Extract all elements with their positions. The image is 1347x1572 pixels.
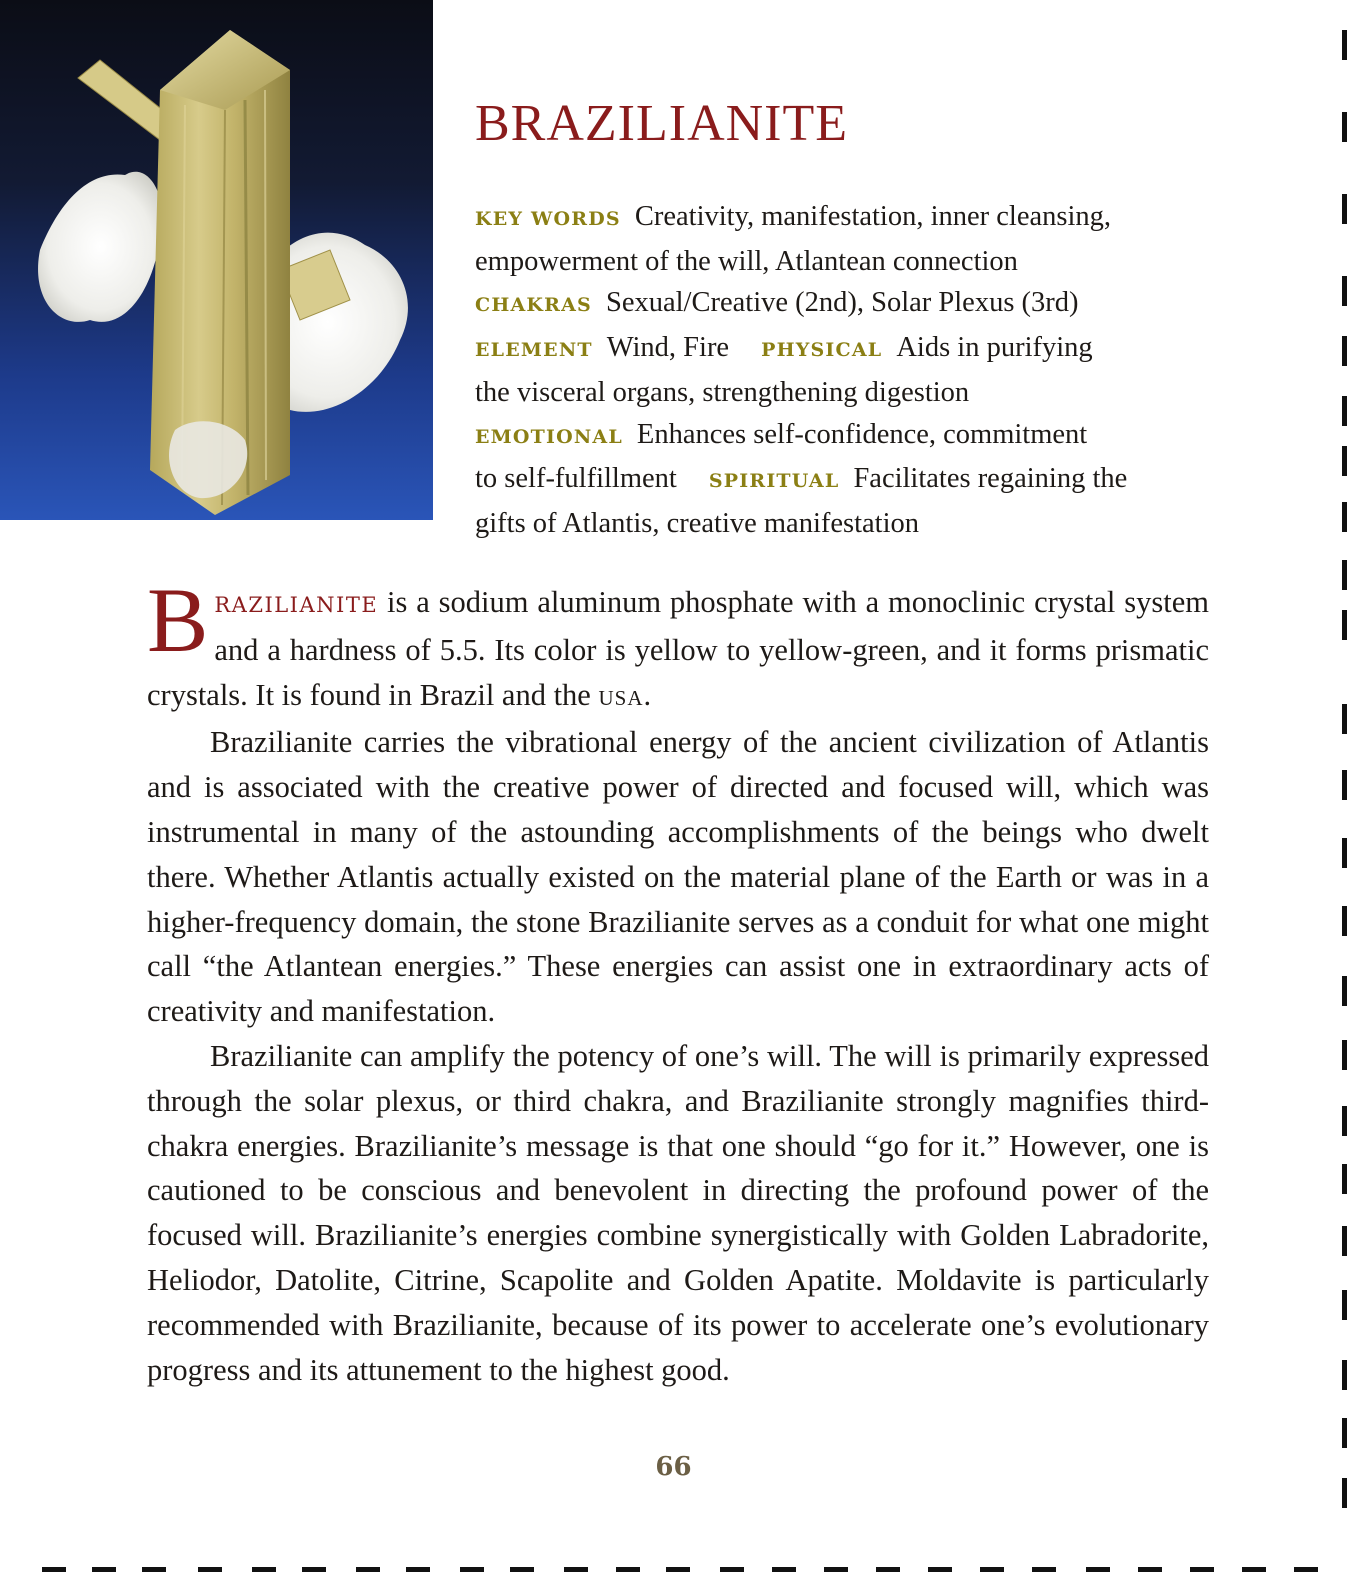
paragraph-1-text-a: is a sodium aluminum phosphate with a monoclinic crystal system and a hardness of 5.5. Its color is yellow to yellow-green, and it forms prismatic crystals. It is found in Brazil and the	[147, 585, 1209, 712]
page-number: 66	[655, 1452, 692, 1482]
chakras-line	[475, 282, 1215, 327]
physical-text-2: the visceral organs, strengthening digestion	[475, 376, 970, 408]
mineral-title: BRAZILIANITE	[475, 95, 849, 152]
brazilianite-photo	[0, 0, 433, 520]
emotional-label: EMOTIONAL	[475, 425, 623, 448]
physical-text: Aids in purifying	[896, 332, 1093, 364]
spiritual-line-2	[475, 503, 1215, 545]
key-words-line	[475, 196, 1215, 241]
drop-cap: B	[147, 569, 209, 671]
attribute-block	[475, 196, 1215, 545]
emotional-line	[475, 414, 1215, 459]
paragraph-2: Brazilianite carries the vibrational energy of the ancient civilization of Atlantis and is associated with the creative power of directed and focused will, which was instrumental in many of the astounding accomplishments of the beings who dwelt there. Whether Atlantis actually existed on the material plane of the Earth or was in a higher-frequency domain, the stone Brazilianite serves as a conduit for what one might call “the Atlantean energies.” These energies can assist one in extraordinary acts of creativity and manifestation.	[147, 725, 1209, 1029]
usa-abbreviation: USA	[598, 685, 644, 710]
lead-in-word: RAZILIANITE	[214, 593, 379, 617]
physical-label: PHYSICAL	[761, 339, 883, 362]
key-words-label: KEY WORDS	[475, 208, 621, 230]
element-text: Wind, Fire	[606, 332, 730, 364]
bottom-edge-marks	[0, 1566, 1347, 1572]
key-words-line-2	[475, 241, 1215, 283]
emotional-text-2: to self-fulfillment	[475, 463, 677, 495]
physical-line-2	[475, 372, 1215, 414]
paragraph-1	[147, 569, 1209, 720]
spiritual-text-2: gifts of Atlantis, creative manifestation	[475, 507, 920, 539]
key-words-text: Creativity, manifestation, inner cleansing,	[634, 201, 1112, 232]
spiritual-label: SPIRITUAL	[708, 470, 840, 493]
spiritual-text: Facilitates regaining the	[853, 463, 1128, 495]
paragraph-1-text-b: .	[643, 677, 652, 712]
element-label: ELEMENT	[475, 339, 593, 362]
emotional-text: Enhances self-confidence, commitment	[636, 418, 1088, 450]
paragraph-3: Brazilianite can amplify the potency of one’s will. The will is primarily expressed through the solar plexus, or third chakra, and Brazilianite strongly magnifies third-chakra energies. Brazilianite’s message is that one should “go for it.” However, one is cautioned to be conscious and benevolent in directing the profound power of the focused will. Brazilianite’s energies combine synergistically with Golden Labradorite, Heliodor, Datolite, Citrine, Scapolite and Golden Apatite. Moldavite is particularly recommended with Brazilianite, because of its power to accelerate one’s evolutionary progress and its attunement to the highest good.	[147, 1038, 1209, 1387]
element-physical-line	[475, 327, 1215, 372]
crystal-illustration	[0, 0, 433, 520]
body-text	[147, 569, 1209, 1392]
chakras-text: Sexual/Creative (2nd), Solar Plexus (3rd)	[605, 287, 1079, 319]
key-words-text-2: empowerment of the will, Atlantean connection	[475, 245, 1018, 277]
chakras-label: CHAKRAS	[475, 294, 592, 317]
right-edge-marks	[1341, 0, 1347, 1572]
emotional-spiritual-line	[475, 458, 1215, 503]
